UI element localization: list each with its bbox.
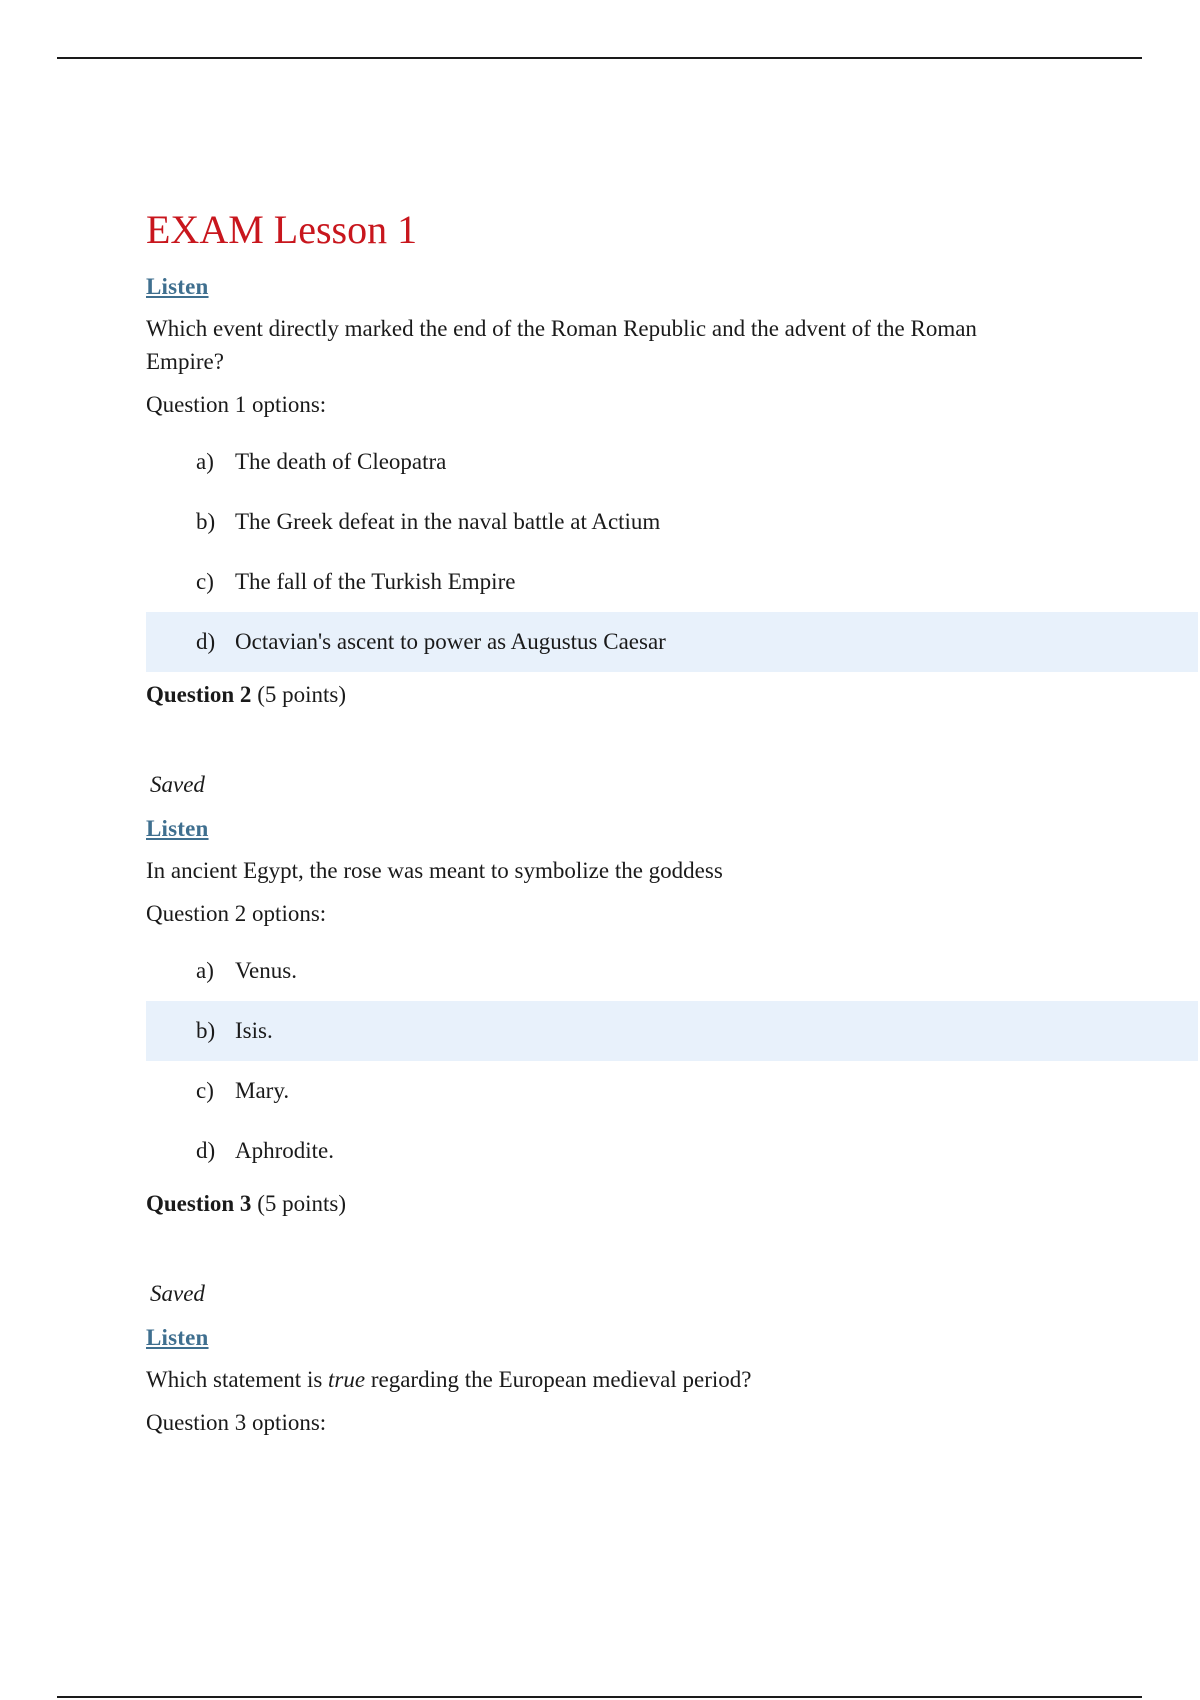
option-text: Aphrodite.	[235, 1138, 335, 1163]
option-letter: d)	[196, 629, 216, 654]
option-letter: c)	[196, 569, 214, 594]
option-q2-d[interactable]	[146, 1121, 1198, 1181]
question-3-text-end: regarding the European medieval period?	[365, 1367, 752, 1392]
question-2-label: Question 2	[146, 682, 252, 707]
option-text: Venus.	[235, 958, 297, 983]
question-3-text-start: Which statement is	[146, 1367, 329, 1392]
option-q2-b-selected[interactable]	[146, 1001, 1198, 1061]
option-text: Mary.	[235, 1078, 290, 1103]
option-text: The fall of the Turkish Empire	[235, 569, 516, 594]
question-2-saved-status: Saved	[150, 772, 205, 797]
exam-content	[146, 208, 1198, 1450]
option-letter: a)	[196, 449, 214, 474]
option-q1-b[interactable]	[146, 492, 1198, 552]
option-letter: d)	[196, 1138, 216, 1163]
question-3-text-emphasis: true	[328, 1367, 366, 1392]
option-q1-d-selected[interactable]	[146, 612, 1198, 672]
listen-link-q3[interactable]: Listen	[146, 1325, 209, 1350]
question-1-options-label: Question 1 options:	[146, 392, 327, 417]
option-q1-c[interactable]	[146, 552, 1198, 612]
question-3	[146, 1187, 1198, 1436]
option-q2-c[interactable]	[146, 1061, 1198, 1121]
question-3-points: (5 points)	[251, 1191, 346, 1216]
question-2	[146, 678, 1198, 1181]
question-1-text: Which event directly marked the end of the Roman Republic and the advent of the Roman Empire?	[146, 316, 977, 374]
question-2-options	[146, 941, 1198, 1181]
question-3-label: Question 3	[146, 1191, 252, 1216]
option-text: Octavian's ascent to power as Augustus Caesar	[235, 629, 666, 654]
question-2-options-label: Question 2 options:	[146, 901, 327, 926]
bottom-rule	[57, 1696, 1142, 1698]
option-text: The Greek defeat in the naval battle at Actium	[235, 509, 661, 534]
option-text: Isis.	[235, 1018, 273, 1043]
option-letter: b)	[196, 509, 216, 534]
listen-link-q1[interactable]: Listen	[146, 274, 209, 299]
question-3-saved-status: Saved	[150, 1281, 205, 1306]
question-3-header	[146, 1187, 1198, 1221]
question-3-text	[146, 1363, 1036, 1396]
option-letter: a)	[196, 958, 214, 983]
top-rule	[57, 57, 1142, 59]
option-q2-a[interactable]	[146, 941, 1198, 1001]
option-letter: b)	[196, 1018, 216, 1043]
option-letter: c)	[196, 1078, 214, 1103]
question-3-options-label: Question 3 options:	[146, 1410, 327, 1435]
listen-link-q2[interactable]: Listen	[146, 816, 209, 841]
question-2-points: (5 points)	[251, 682, 346, 707]
question-2-text: In ancient Egypt, the rose was meant to symbolize the goddess	[146, 858, 723, 883]
option-text: The death of Cleopatra	[235, 449, 447, 474]
question-1-options	[146, 432, 1198, 672]
question-1	[146, 274, 1198, 672]
page-title: EXAM Lesson 1	[146, 207, 418, 252]
question-2-header	[146, 678, 1198, 712]
option-q1-a[interactable]	[146, 432, 1198, 492]
